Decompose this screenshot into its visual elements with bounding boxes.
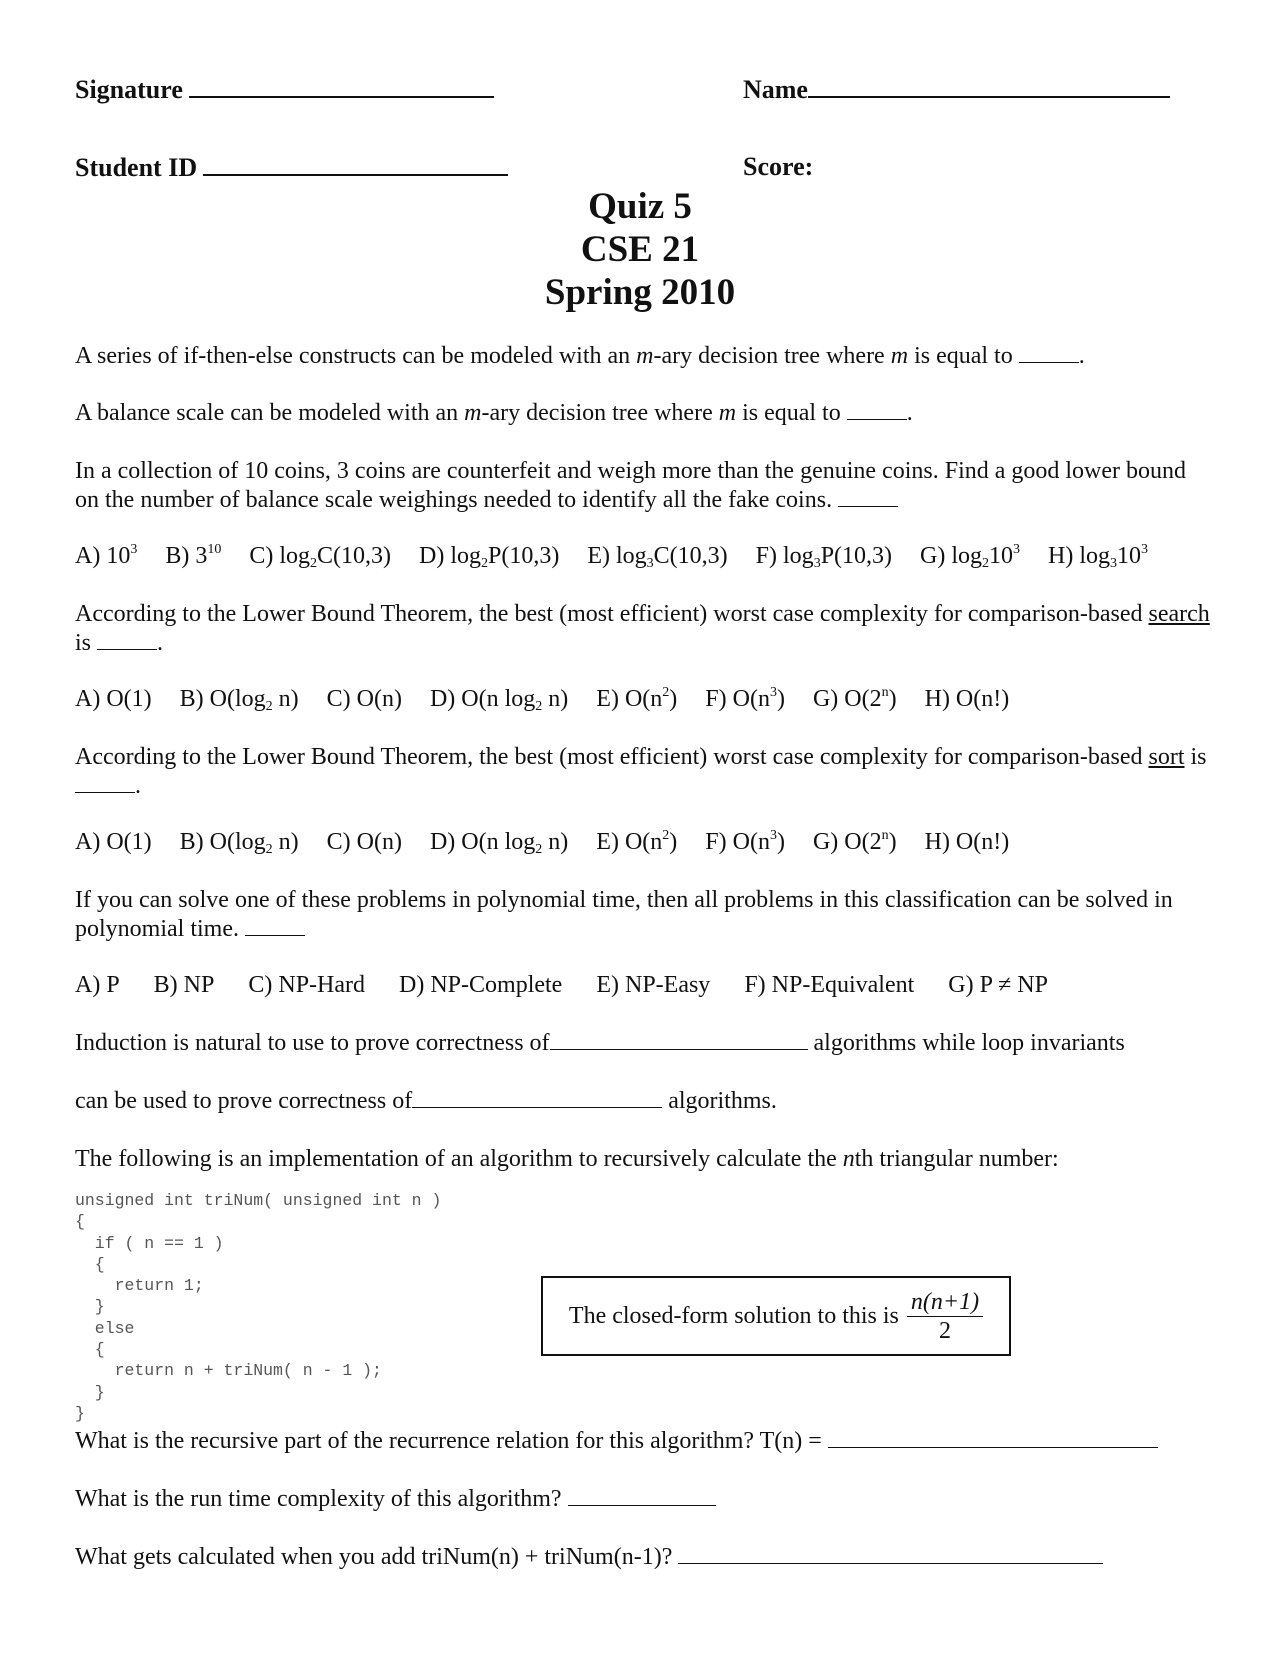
question-5 — [75, 743, 1215, 801]
q4-option-c: C) O(n) — [326, 686, 402, 712]
student-id-label: Student ID — [75, 153, 198, 182]
q3-options — [75, 543, 1215, 570]
q4-option-e: E) $O(n^2)$ — [596, 685, 678, 712]
q4-end: . — [157, 630, 164, 656]
q3-option-f: F) $\log_3P(10,3)$ — [755, 543, 893, 571]
question-4 — [75, 600, 1215, 658]
q5-options — [75, 829, 1215, 856]
q6-option-a: A) P — [75, 972, 120, 998]
q6-option-e: E) NP-Easy — [596, 972, 711, 998]
q11-answer-blank[interactable] — [678, 1545, 1103, 1564]
q5-option-e: E) $O(n^2)$ — [596, 828, 678, 855]
q5-option-b: B) $O(\log_2$ n) — [179, 829, 299, 857]
q4-text-b: is — [75, 630, 98, 656]
q3-option-b: B) $3^{10}$ — [165, 542, 222, 569]
q7-text-c: can be used to prove correctness of — [75, 1088, 413, 1114]
name-row — [743, 74, 1170, 105]
q5-option-g: G) O(2$^n$) — [812, 828, 897, 855]
name-line[interactable] — [808, 74, 1170, 98]
question-3 — [75, 457, 1215, 515]
student-id-row — [75, 152, 508, 183]
q1-var-m2: m — [890, 343, 909, 369]
q5-text-b: is — [1184, 744, 1207, 770]
term-title: Spring 2010 — [544, 272, 736, 313]
score-label: Score: — [743, 152, 814, 181]
q5-text-a: According to the Lower Bound Theorem, the best (most efficient) worst case complexity for comparison-based — [75, 744, 1149, 770]
q7-text-d: algorithms. — [662, 1088, 777, 1114]
question-6 — [75, 886, 1215, 944]
q10-answer-blank[interactable] — [568, 1487, 716, 1506]
signature-label: Signature — [75, 75, 183, 104]
q3-option-h: H) $\log_310^3$ — [1048, 542, 1149, 571]
q4-option-g: G) O(2$^n$) — [812, 685, 897, 712]
q10-text: What is the run time complexity of this algorithm? — [75, 1486, 562, 1512]
q1-text-a: A series of if-then-else constructs can be modeled with an — [75, 343, 637, 369]
q6-option-c: C) NP-Hard — [248, 972, 366, 998]
q7-answer-blank-1[interactable] — [550, 1031, 808, 1050]
q3-option-c: C) $\log_2C(10,3)$ — [249, 543, 391, 571]
q5-option-a: A) O(1) — [75, 829, 152, 855]
question-7-line-1 — [75, 1029, 1215, 1058]
q5-option-f: F) $O(n^3)$ — [705, 828, 785, 855]
q3-text: In a collection of 10 coins, 3 coins are counterfeit and weigh more than the genuine coins. Find a good lower bound on the number of balance scale weighings needed to identify all the fake coins. — [75, 458, 1187, 513]
q5-answer-blank[interactable] — [75, 774, 135, 793]
question-9 — [75, 1427, 1215, 1456]
q9-text: What is the recursive part of the recurrence relation for this algorithm? T(n) = — [75, 1428, 822, 1454]
question-11 — [75, 1543, 1215, 1572]
q6-answer-blank[interactable] — [245, 917, 305, 936]
code-block: unsigned int triNum( unsigned int n ) { if ( n == 1 ) { return 1; } else { return n + triNum( n - 1 ); } } — [75, 1191, 442, 1423]
q5-option-c: C) O(n) — [326, 829, 402, 855]
q2-end: . — [906, 400, 913, 426]
question-7-line-2 — [75, 1087, 1215, 1116]
q3-answer-blank[interactable] — [838, 488, 898, 507]
q7-text-b: algorithms while loop invariants — [807, 1030, 1125, 1056]
q1-var-m: m — [636, 343, 654, 369]
quiz-title: Quiz 5 — [588, 186, 692, 227]
q4-options — [75, 686, 1215, 713]
question-10 — [75, 1485, 1215, 1514]
course-title: CSE 21 — [580, 229, 700, 270]
q3-option-d: D) $\log_2P(10,3)$ — [419, 543, 560, 571]
closed-form-fraction — [907, 1288, 983, 1345]
signature-row — [75, 74, 494, 105]
q9-answer-blank[interactable] — [828, 1429, 1158, 1448]
q3-option-g: G) $\log_210^3$ — [920, 542, 1021, 571]
question-8 — [75, 1145, 1215, 1174]
q4-option-a: A) O(1) — [75, 686, 152, 712]
fraction-numerator: n(n+1) — [907, 1288, 983, 1317]
q4-option-b: B) $O(\log_2$ n) — [179, 686, 299, 714]
closed-form-text: The closed-form solution to this is — [568, 1302, 899, 1329]
q5-keyword: sort — [1148, 744, 1185, 770]
fraction-denominator: 2 — [938, 1317, 951, 1344]
q8-text-a: The following is an implementation of an algorithm to recursively calculate the — [75, 1146, 843, 1172]
q4-option-f: F) $O(n^3)$ — [705, 685, 785, 712]
q2-var-m: m — [464, 400, 482, 426]
signature-line[interactable] — [189, 74, 494, 98]
q8-text-b: th triangular number: — [854, 1146, 1059, 1172]
q5-end: . — [135, 773, 141, 799]
q3-option-a: A) $10^3$ — [75, 542, 138, 569]
q6-option-f: F) NP-Equivalent — [744, 972, 915, 998]
q1-answer-blank[interactable] — [1019, 344, 1079, 363]
q4-option-d: D) O(n $\log_2 n$) — [429, 686, 569, 714]
q6-option-g: G) P ≠ NP — [948, 972, 1048, 998]
q6-option-b: B) NP — [153, 972, 215, 998]
q11-text: What gets calculated when you add triNum(n) + triNum(n-1)? — [75, 1544, 673, 1570]
name-label: Name — [743, 75, 808, 104]
q4-text-a: According to the Lower Bound Theorem, the best (most efficient) worst case complexity for comparison-based — [75, 601, 1149, 627]
q7-text-a: Induction is natural to use to prove correctness of — [75, 1030, 550, 1056]
q3-option-e: E) $\log_3C(10,3)$ — [587, 543, 728, 571]
q5-option-h: H) O(n!) — [924, 829, 1010, 855]
q1-text-b: -ary decision tree where — [653, 343, 891, 369]
q5-option-d: D) O(n $\log_2 n$) — [429, 829, 569, 857]
question-1 — [75, 342, 1215, 371]
student-id-line[interactable] — [203, 152, 508, 176]
q1-end: . — [1078, 343, 1085, 369]
q2-var-m2: m — [718, 400, 737, 426]
q1-text-c: is equal to — [908, 343, 1019, 369]
q6-text: If you can solve one of these problems in polynomial time, then all problems in this classification can be solved in polynomial time. — [75, 887, 1173, 942]
q2-text-b: -ary decision tree where — [481, 400, 719, 426]
q4-keyword: search — [1148, 601, 1210, 627]
q2-text-a: A balance scale can be modeled with an — [75, 400, 465, 426]
closed-form-box — [541, 1276, 1011, 1356]
question-2 — [75, 399, 1215, 428]
q2-text-c: is equal to — [736, 400, 847, 426]
q2-answer-blank[interactable] — [847, 401, 907, 420]
q4-option-h: H) O(n!) — [924, 686, 1010, 712]
q8-var-n: n — [842, 1146, 855, 1172]
q4-answer-blank[interactable] — [97, 631, 157, 650]
q7-answer-blank-2[interactable] — [412, 1089, 662, 1108]
q6-options — [75, 972, 1215, 999]
q6-option-d: D) NP-Complete — [399, 972, 563, 998]
